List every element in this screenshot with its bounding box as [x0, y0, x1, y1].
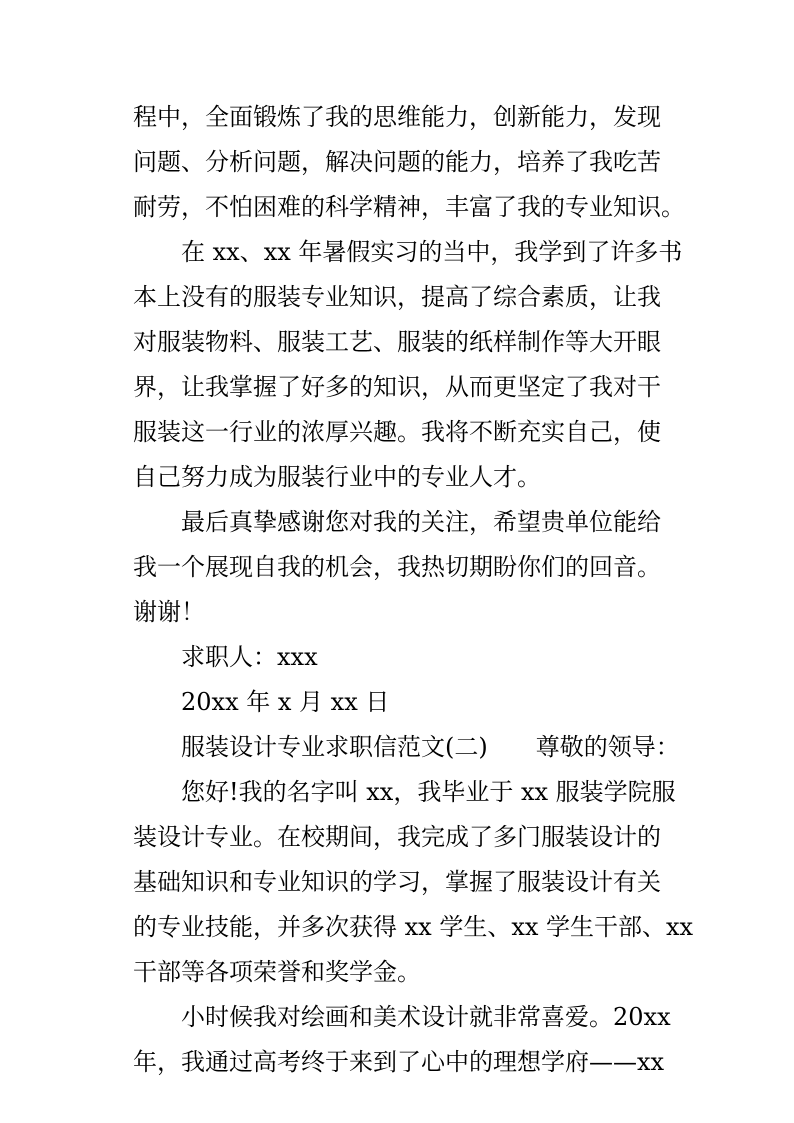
- paragraph-line: 程中，全面锻炼了我的思维能力，创新能力，发现: [133, 103, 661, 131]
- date-line: 20xx 年 x 月 xx 日: [181, 688, 390, 716]
- signature-line: 求职人：xxx: [181, 643, 318, 671]
- paragraph-line: 最后真挚感谢您对我的关注，希望贵单位能给: [181, 508, 661, 536]
- paragraph-line: 耐劳，不怕困难的科学精神，丰富了我的专业知识。: [133, 193, 685, 221]
- paragraph-line: 问题、分析问题，解决问题的能力，培养了我吃苦: [133, 148, 661, 176]
- heading-and-salutation-line: [133, 725, 680, 770]
- paragraph-line: 本上没有的服装专业知识，提高了综合素质，让我: [133, 283, 661, 311]
- section-heading: 服装设计专业求职信范文(二): [181, 733, 488, 761]
- paragraph-line: 的专业技能，并多次获得 xx 学生、xx 学生干部、xx: [133, 913, 694, 941]
- paragraph-line: 谢谢！: [133, 598, 205, 626]
- salutation: 尊敬的领导：: [535, 733, 680, 761]
- paragraph-line: 您好!我的名字叫 xx，我毕业于 xx 服装学院服: [181, 778, 676, 806]
- paragraph-line: 装设计专业。在校期间，我完成了多门服装设计的: [133, 823, 661, 851]
- paragraph-line: 在 xx、xx 年暑假实习的当中，我学到了许多书: [181, 238, 683, 266]
- paragraph-line: 年，我通过高考终于来到了心中的理想学府——xx: [133, 1048, 665, 1076]
- paragraph-line: 我一个展现自我的机会，我热切期盼你们的回音。: [133, 553, 661, 581]
- document-body: [133, 95, 694, 1085]
- paragraph-line: 小时候我对绘画和美术设计就非常喜爱。20xx: [181, 1003, 671, 1031]
- paragraph-line: 干部等各项荣誉和奖学金。: [133, 958, 421, 986]
- paragraph-line: 自己努力成为服装行业中的专业人才。: [133, 463, 541, 491]
- paragraph-line: 基础知识和专业知识的学习，掌握了服装设计有关: [133, 868, 661, 896]
- paragraph-line: 对服装物料、服装工艺、服装的纸样制作等大开眼: [133, 328, 661, 356]
- paragraph-line: 服装这一行业的浓厚兴趣。我将不断充实自己，使: [133, 418, 661, 446]
- paragraph-line: 界，让我掌握了好多的知识，从而更坚定了我对干: [133, 373, 661, 401]
